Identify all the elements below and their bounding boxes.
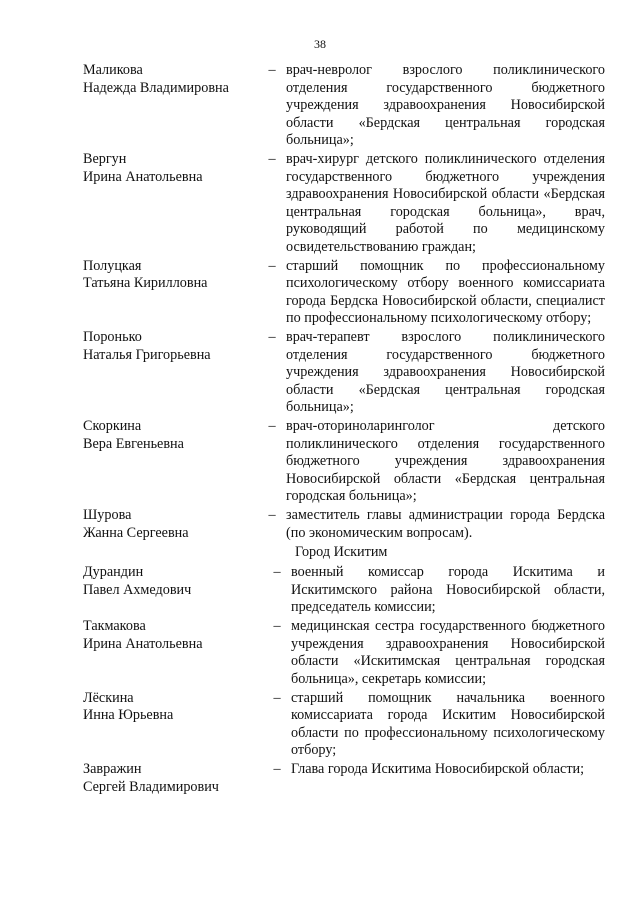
position-description: старший помощник начальника военного комиссариата города Искитим Новосибирской области по профессиональному психологическому отбору; (291, 689, 605, 758)
surname: Лёскина (83, 689, 134, 706)
position-description: заместитель главы администрации города Бердска (по экономическим вопросам). (286, 507, 605, 541)
person-name (83, 62, 260, 150)
dash: – (268, 329, 276, 345)
person-name (83, 329, 260, 417)
dash: – (273, 618, 281, 634)
position-description: врач-хирург детского поликлинического отделения государственного бюджетного учреждения здравоохранения Новосибирской области «Бердская центральная городская больница», врач, руководящий работой по медицинскому освидетельствованию граждан; (286, 151, 605, 255)
given-name: Жанна Сергеевна (83, 524, 189, 541)
surname: Скоркина (83, 418, 142, 434)
person-name (83, 761, 265, 796)
person-name (83, 618, 265, 688)
position-description: старший помощник по профессиональному психологическому отбору военного комиссариата города Бердска Новосибирской области, специалист по профессиональному психологическому отбору; (286, 257, 605, 326)
given-name: Вера Евгеньевна (83, 435, 184, 452)
position-description: военный комиссар города Искитима и Искитимского района Новосибирской области, председатель комиссии; (291, 564, 605, 615)
list-item (83, 507, 605, 542)
list-item (83, 761, 605, 796)
document-body (83, 62, 605, 798)
position-description: медицинская сестра государственного бюджетного учреждения здравоохранения Новосибирской области «Искитимская центральная городская больница», секретарь комиссии; (291, 618, 605, 687)
list-item (83, 329, 605, 417)
surname: Завражин (83, 761, 142, 777)
position-description: врач-терапевт взрослого поликлинического отделения государственного бюджетного учреждения здравоохранения Новосибирской области «Бердская центральная городская больница»; (286, 329, 605, 415)
dash: – (273, 564, 281, 580)
given-name: Надежда Владимировна (83, 79, 229, 96)
surname: Шурова (83, 507, 132, 523)
given-name: Ирина Анатольевна (83, 635, 203, 652)
dash: – (268, 418, 276, 434)
person-name (83, 418, 260, 506)
given-name: Инна Юрьевна (83, 707, 174, 723)
given-name: Наталья Григорьевна (83, 346, 211, 363)
surname: Полуцкая (83, 257, 142, 274)
person-name (83, 507, 260, 542)
list-item (83, 258, 605, 328)
list-item (83, 62, 605, 150)
dash: – (268, 62, 276, 78)
list-item (83, 690, 605, 760)
page-number: 38 (314, 37, 326, 51)
dash: – (268, 151, 276, 167)
surname: Дурандин (83, 564, 144, 580)
person-name (83, 690, 265, 760)
given-name: Ирина Анатольевна (83, 168, 203, 185)
position-description: врач-невролог взрослого поликлинического отделения государственного бюджетного учреждения здравоохранения Новосибирской области «Бердская центральная городская больница»; (286, 62, 605, 148)
position-description: Глава города Искитима Новосибирской области; (291, 761, 585, 777)
list-item (83, 151, 605, 256)
given-name: Сергей Владимирович (83, 778, 219, 795)
list-item (83, 618, 605, 688)
position-description: врач-оториноларинголог детского поликлинического отделения государственного бюджетного учреждения здравоохранения Новосибирской области «Бердская центральная городская больница»; (286, 418, 605, 504)
dash: – (268, 507, 276, 523)
surname: Такмакова (83, 618, 146, 634)
person-name (83, 258, 260, 328)
surname: Поронько (83, 329, 142, 345)
person-name (83, 151, 260, 256)
given-name: Татьяна Кирилловна (83, 275, 208, 291)
given-name: Павел Ахмедович (83, 581, 192, 598)
list-item (83, 564, 605, 617)
list-item (83, 418, 605, 506)
section-heading: Город Искитим (295, 543, 388, 560)
surname: Вергун (83, 151, 127, 167)
surname: Маликова (83, 62, 143, 78)
dash: – (273, 689, 281, 706)
person-name (83, 564, 265, 617)
dash: – (268, 257, 276, 274)
dash: – (273, 761, 281, 777)
